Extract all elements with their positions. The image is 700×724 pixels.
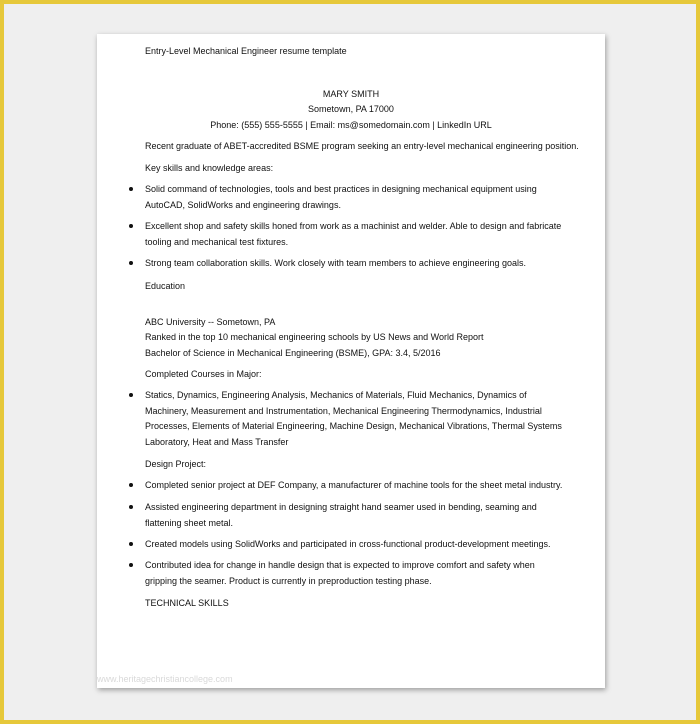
design-item-text: Contributed idea for change in handle design that is expected to improve comfort and safety when gripping the seamer. Product is currently in preproduction testing phase. <box>145 560 535 586</box>
skills-heading: Key skills and knowledge areas: <box>145 163 274 173</box>
bullet-icon <box>129 187 133 191</box>
candidate-location: Sometown, PA 17000 <box>308 104 394 114</box>
university-line: ABC University -- Sometown, PA <box>145 317 276 327</box>
resume-page <box>97 34 605 688</box>
design-item-text: Completed senior project at DEF Company, a manufacturer of machine tools for the sheet metal industry. <box>145 480 563 490</box>
courses-heading: Completed Courses in Major: <box>145 369 262 379</box>
template-title: Entry-Level Mechanical Engineer resume template <box>145 46 347 56</box>
candidate-name: MARY SMITH <box>322 89 380 99</box>
summary-text: Recent graduate of ABET-accredited BSME program seeking an entry-level mechanical engineering position. <box>145 141 579 151</box>
technical-skills-heading: TECHNICAL SKILLS <box>145 598 229 608</box>
skill-text: Strong team collaboration skills. Work closely with team members to achieve engineering goals. <box>145 258 527 268</box>
bullet-icon <box>129 563 133 567</box>
ranking-line: Ranked in the top 10 mechanical engineering schools by US News and World Report <box>145 332 484 342</box>
bullet-icon <box>129 224 133 228</box>
design-item-text: Created models using SolidWorks and participated in cross-functional product-development meetings. <box>145 539 551 549</box>
bullet-icon <box>129 261 133 265</box>
bullet-icon <box>129 393 133 397</box>
design-heading: Design Project: <box>145 459 207 469</box>
courses-text: Statics, Dynamics, Engineering Analysis, Mechanics of Materials, Fluid Mechanics, Dynamics of Machinery, Measurement and Instrumentation, Mechanical Engineering Thermodynamics, Industrial Processes, Elements of Material Engineering, Machine Design, Mechanical Vibrations, Thermal Systems Laboratory, Heat and Mass Transfer <box>145 390 562 447</box>
bullet-icon <box>129 483 133 487</box>
bullet-icon <box>129 542 133 546</box>
contact-line: Phone: (555) 555-5555 | Email: ms@somedomain.com | LinkedIn URL <box>210 120 492 130</box>
skill-text: Excellent shop and safety skills honed from work as a machinist and welder. Able to design and fabricate tooling and mechanical test fixtures. <box>145 221 562 247</box>
education-heading: Education <box>145 281 186 291</box>
degree-line: Bachelor of Science in Mechanical Engineering (BSME), GPA: 3.4, 5/2016 <box>145 348 441 358</box>
design-item-text: Assisted engineering department in designing straight hand seamer used in bending, seaming and flattening sheet metal. <box>145 502 537 528</box>
watermark: www.heritagechristiancollege.com <box>97 674 233 684</box>
skill-text: Solid command of technologies, tools and best practices in designing mechanical equipment using AutoCAD, SolidWorks and engineering drawings. <box>145 184 537 210</box>
bullet-icon <box>129 505 133 509</box>
